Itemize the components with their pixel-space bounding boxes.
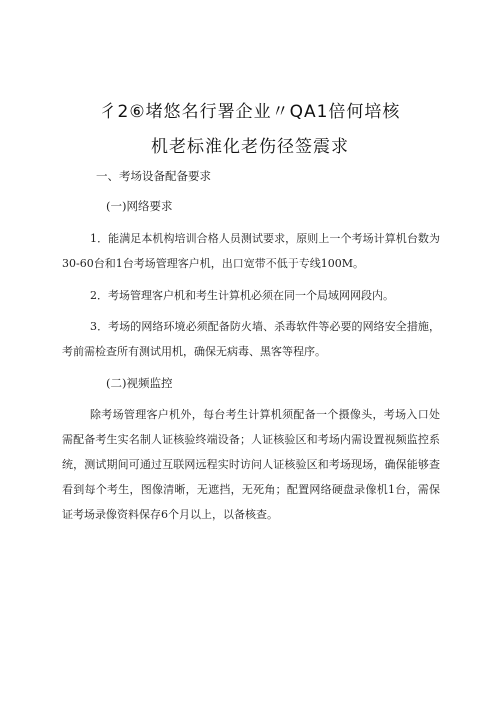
document-title-line-1: 彳2⑥堵悠名行署企业〃QA1倍何培核 [99,102,401,122]
video-monitoring-paragraph: 除考场管理客户机外，每台考生计算机须配备一个摄像头，考场入口处需配备考生实名制人证核验终端设备；人证核验区和考场内需设置视频监控系统，测试期间可通过互联网远程实时访问人证核验区和考场现场，确保能够查看到每个考生，图像清晰，无遮挡，无死角；配置网络硬盘录像机1台，需保证考场录像资料保存6个月以上，以备核查。 [62,408,440,521]
subsection-heading-network: (一)网络要求 [106,199,173,213]
network-requirement-1: 1．能满足本机构培训合格人员测试要求，原则上一个考场计算机台数为30-60台和1台考场管理客户机，出口宽带不低于专线100M。 [62,232,440,270]
section-heading-equipment: 一、考场设备配备要求 [96,169,211,183]
document-title-line-2: 机老标淮化老伤径签震求 [151,137,349,157]
subsection-heading-video: (二)视频监控 [106,376,173,390]
network-requirement-2: 2．考场管理客户机和考生计算机必须在同一个局域网网段内。 [90,289,394,302]
network-requirement-3: 3．考场的网络环境必须配备防火墙、杀毒软件等必要的网络安全措施，考前需检查所有测试用机，确保无病毒、黑客等程序。 [62,320,440,358]
